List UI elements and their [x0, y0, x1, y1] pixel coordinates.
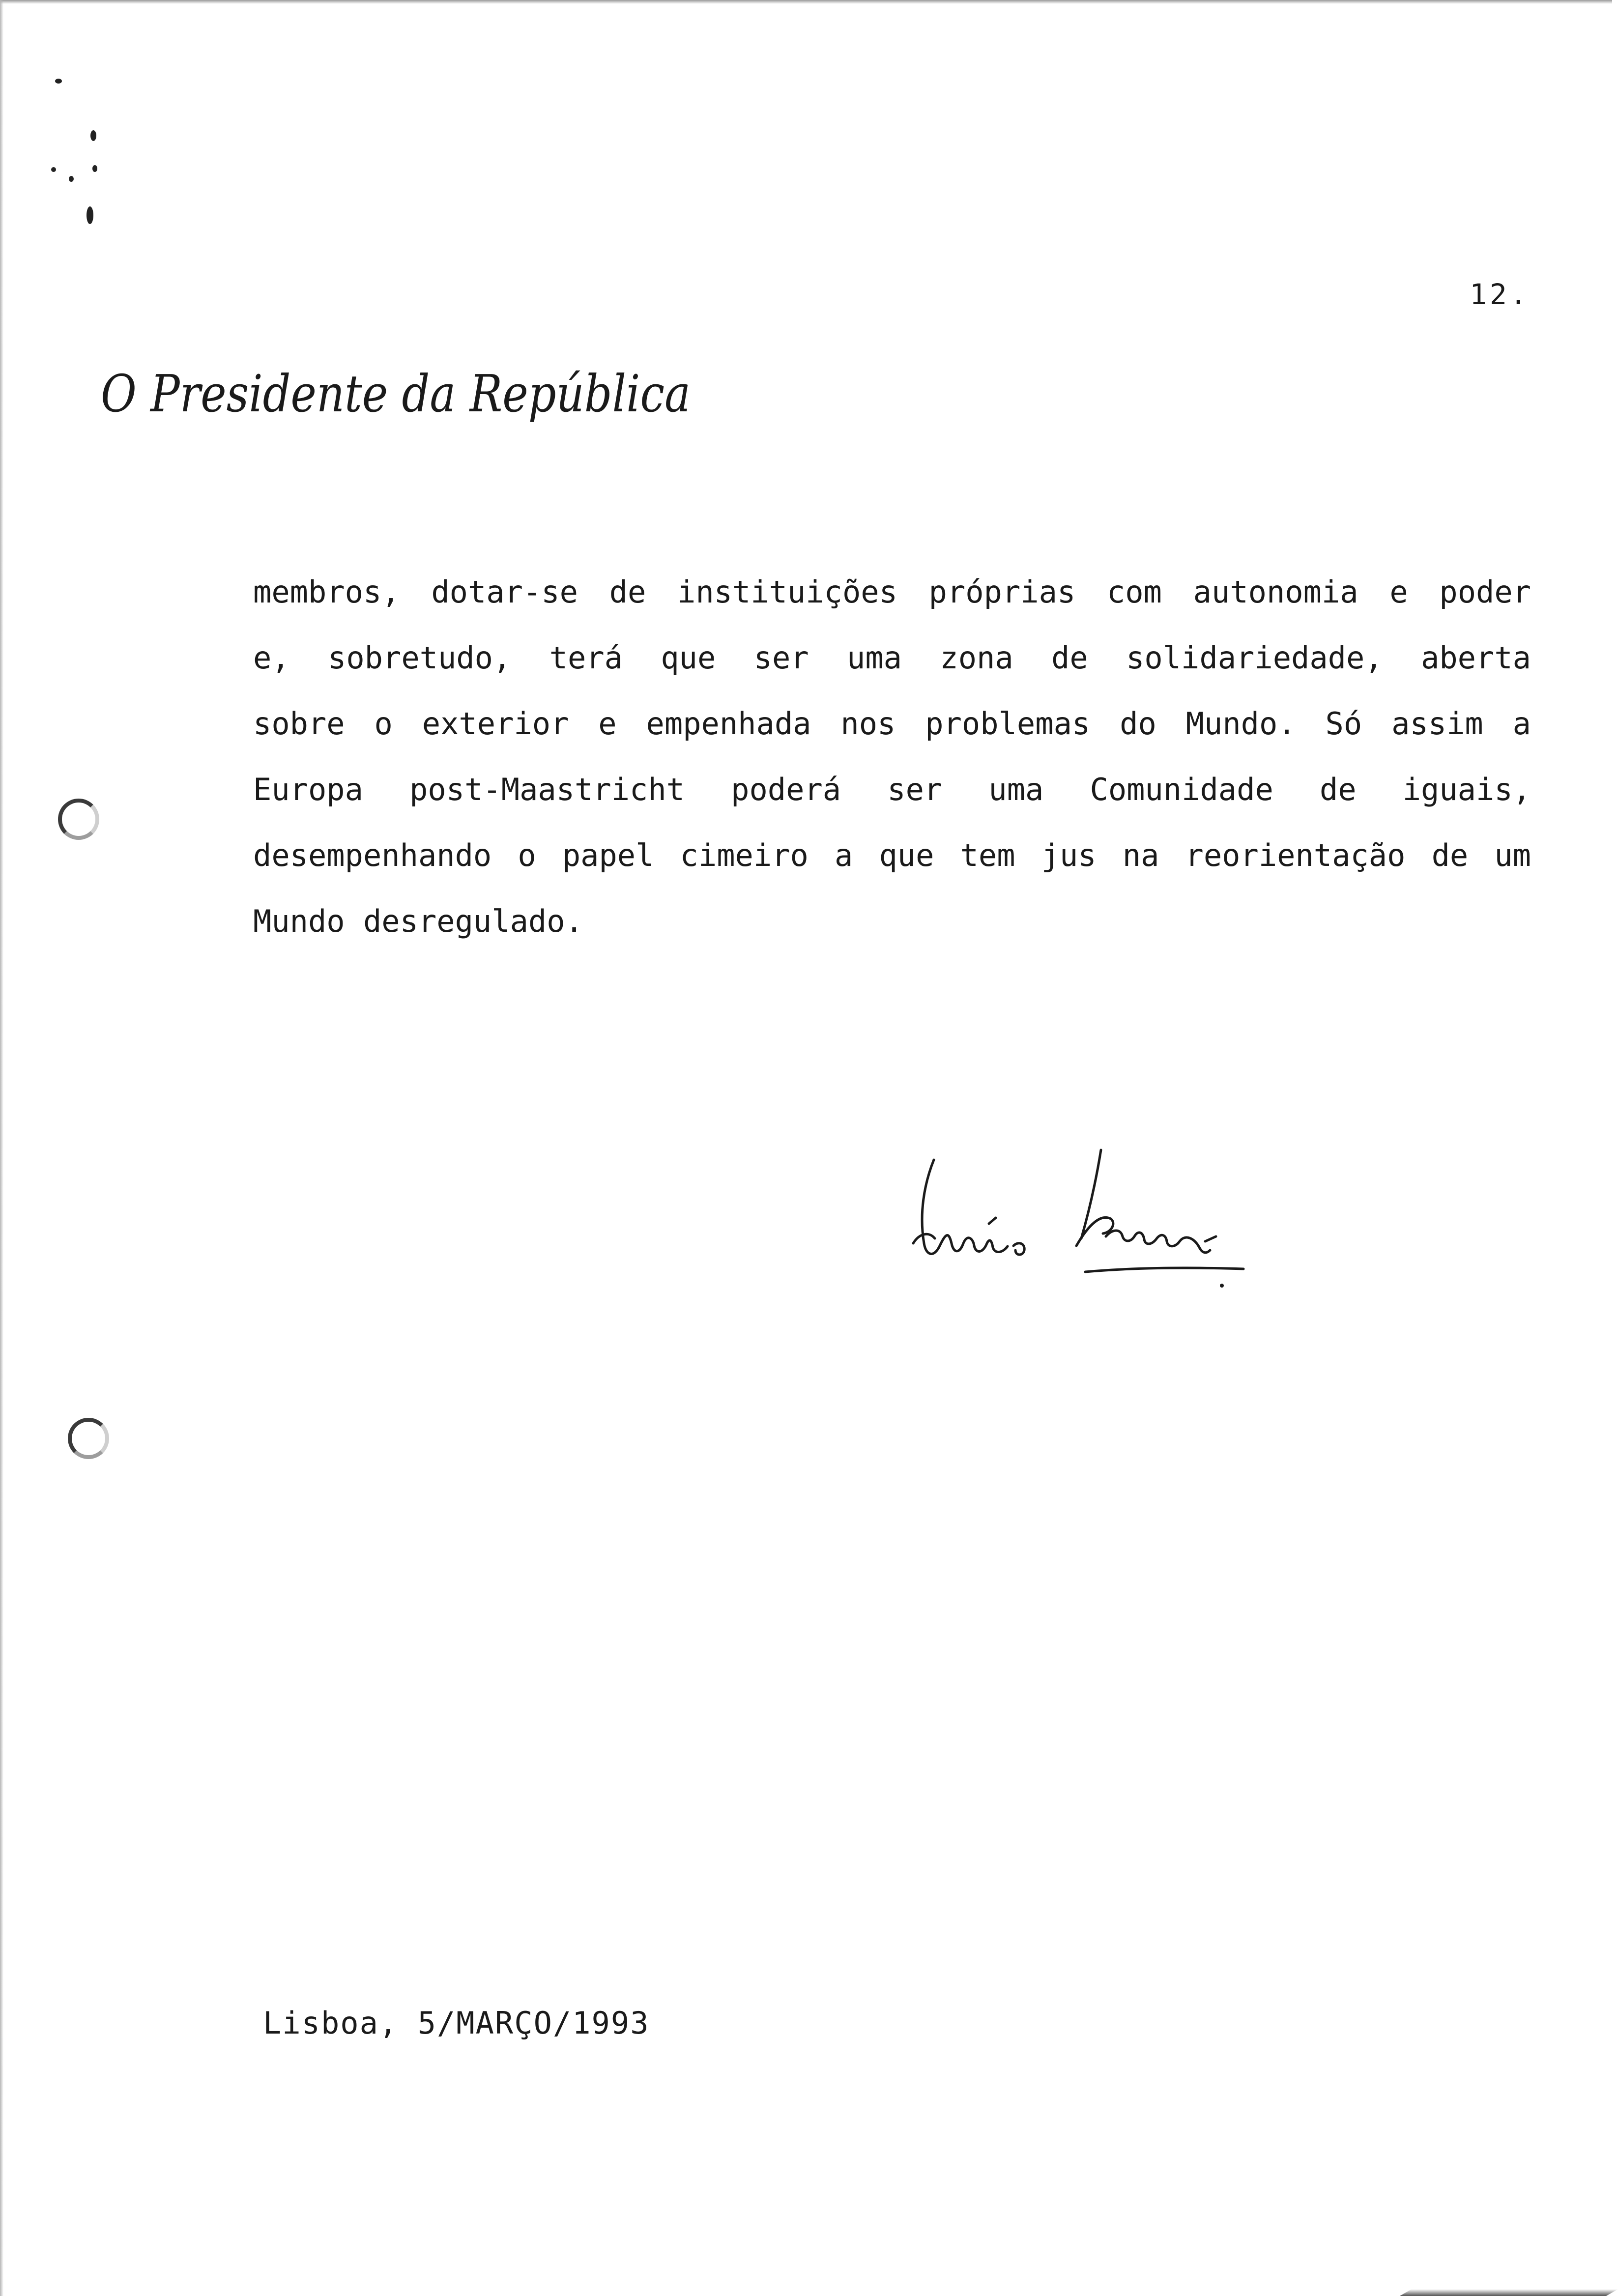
body-line: Mundo desregulado. — [253, 903, 583, 939]
scan-edge-top — [0, 0, 1612, 4]
binder-mark — [92, 165, 97, 172]
signature-drawing — [904, 1145, 1248, 1302]
binder-mark — [69, 176, 74, 182]
punch-hole — [58, 799, 99, 840]
binder-mark — [87, 206, 93, 224]
letterhead-text: O Presidente da República — [101, 364, 691, 424]
body-line: Europa post-Maastricht poderá ser uma Comunidade de iguais, — [253, 772, 1531, 807]
body-line: desempenhando o papel cimeiro a que tem jus na reorientação de um — [253, 837, 1531, 873]
letterhead-script — [101, 356, 695, 430]
body-line: membros, dotar-se de instituições próprias com autonomia e poder — [253, 574, 1531, 610]
body-line: sobre o exterior e empenhada nos problemas do Mundo. Só assim a — [253, 706, 1531, 742]
body-text — [253, 570, 1531, 965]
punch-hole — [68, 1418, 109, 1459]
scan-edge-left — [0, 0, 3, 2296]
letterhead — [101, 356, 695, 430]
page-number: 12. — [1470, 278, 1530, 311]
body-line: e, sobretudo, terá que ser uma zona de solidariedade, aberta — [253, 640, 1531, 676]
scan-edge-bottom — [1400, 2289, 1618, 2296]
binder-mark — [55, 79, 62, 84]
binder-mark — [90, 130, 96, 141]
signature — [904, 1145, 1248, 1302]
binder-mark — [51, 167, 56, 172]
date-line: Lisboa, 5/MARÇO/1993 — [263, 2005, 650, 2041]
